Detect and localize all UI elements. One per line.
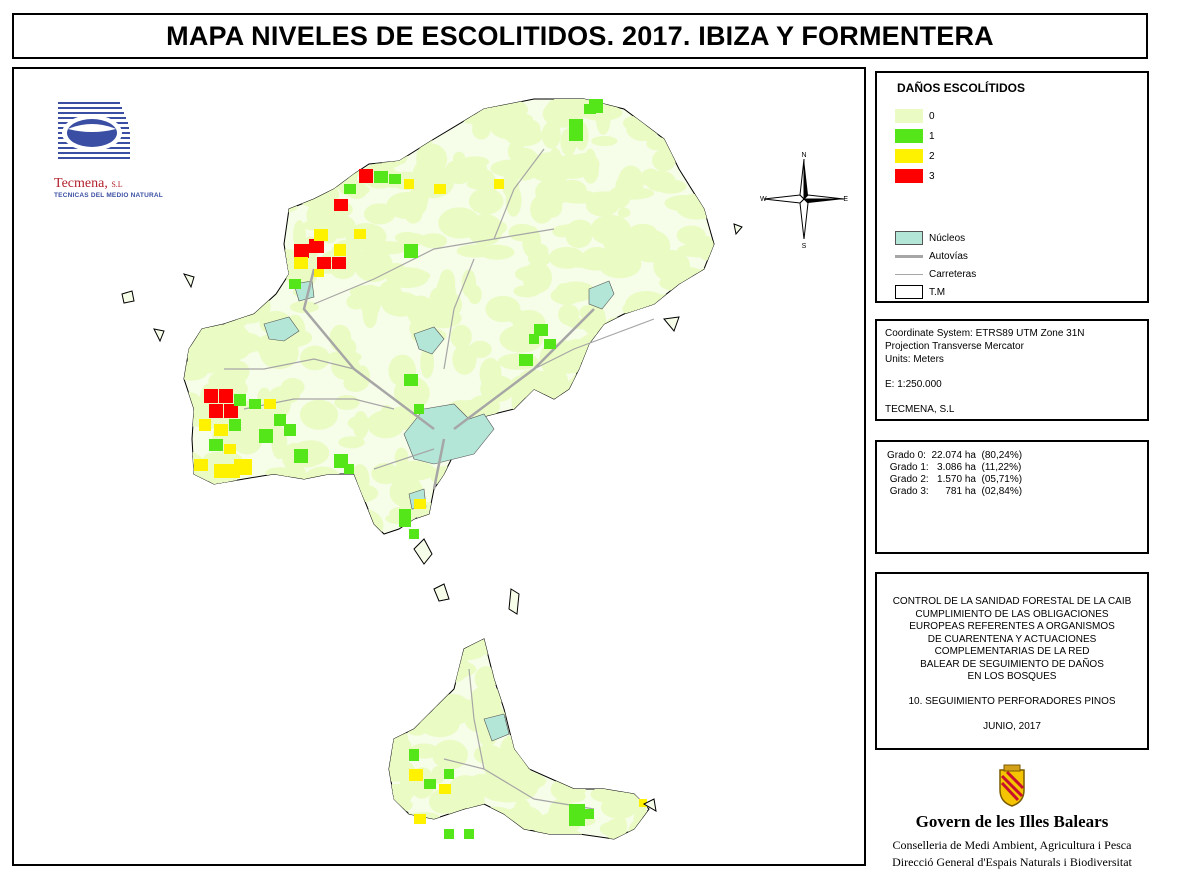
damage-patch-grade-2 bbox=[294, 257, 308, 269]
damage-patch-grade-3 bbox=[204, 389, 218, 403]
damage-patch-grade-1 bbox=[209, 439, 223, 451]
damage-patch-grade-1 bbox=[399, 509, 411, 527]
damage-patch-grade-2 bbox=[314, 269, 324, 277]
legend-layer-carreteras bbox=[895, 267, 976, 281]
damage-patch-grade-3 bbox=[219, 389, 233, 403]
damage-patch-grade-1 bbox=[404, 244, 418, 258]
damage-patch-grade-1 bbox=[409, 749, 419, 761]
damage-patch-grade-2 bbox=[494, 179, 504, 189]
damage-patch-grade-2 bbox=[214, 424, 228, 436]
legend-swatch bbox=[895, 109, 923, 123]
damage-patch-grade-1 bbox=[444, 829, 454, 839]
east-label: E bbox=[843, 196, 848, 203]
damage-patch-grade-2 bbox=[334, 244, 346, 256]
damage-patch-grade-2 bbox=[264, 399, 276, 409]
damage-patch-grade-1 bbox=[234, 394, 246, 406]
damage-patch-grade-2 bbox=[404, 179, 414, 189]
damage-patch-grade-1 bbox=[404, 374, 418, 386]
map-title: MAPA NIVELES DE ESCOLITIDOS. 2017. IBIZA Y FORMENTERA bbox=[166, 20, 994, 51]
damage-patch-grade-1 bbox=[284, 424, 296, 436]
stats-grade-2: Grado 2: 1.570 ha (05,71%) bbox=[887, 474, 1023, 485]
damage-patch-grade-3 bbox=[209, 404, 223, 418]
damage-patch-grade-2 bbox=[354, 229, 366, 239]
project-info-line: EUROPEAS REFERENTES A ORGANISMOS bbox=[909, 621, 1115, 632]
damage-patch-grade-2 bbox=[414, 814, 426, 824]
damage-patch-grade-1 bbox=[569, 127, 583, 141]
legend-label: Carreteras bbox=[929, 268, 977, 280]
damage-patch-grade-1 bbox=[414, 404, 424, 414]
legend-label: 3 bbox=[929, 170, 935, 182]
projection: Projection Transverse Mercator bbox=[885, 341, 1024, 352]
stats-grade-1: Grado 1: 3.086 ha (11,22%) bbox=[887, 462, 1022, 473]
damage-patch-grade-1 bbox=[259, 429, 273, 443]
legend-layer-autovas bbox=[895, 249, 968, 263]
damage-patch-grade-2 bbox=[414, 499, 426, 509]
damage-patch-grade-1 bbox=[289, 279, 301, 289]
legend-class-2 bbox=[895, 149, 935, 163]
legend-label: 0 bbox=[929, 110, 935, 122]
damage-patch-grade-3 bbox=[334, 199, 348, 211]
legend-class-3 bbox=[895, 169, 935, 183]
damage-patch-grade-1 bbox=[344, 184, 356, 194]
tecmena-tagline: TECNICAS DEL MEDIO NATURAL bbox=[54, 192, 163, 199]
project-info-line: CUMPLIMIENTO DE LAS OBLIGACIONES bbox=[915, 608, 1109, 620]
damage-patch-grade-1 bbox=[424, 779, 436, 789]
legend-swatch bbox=[895, 274, 923, 275]
damage-patch-grade-2 bbox=[314, 229, 328, 241]
legend-title: DAÑOS ESCOLÍTIDOS bbox=[897, 81, 1026, 95]
legend-label: 1 bbox=[929, 130, 935, 142]
project-info-line: BALEAR DE SEGUIMIENTO DE DAÑOS bbox=[920, 658, 1104, 670]
damage-patch-grade-1 bbox=[544, 339, 556, 349]
project-info-line: EN LOS BOSQUES bbox=[967, 671, 1057, 682]
tecmena-name: Tecmena bbox=[54, 176, 105, 191]
legend-layer-tm bbox=[895, 285, 945, 299]
author: TECMENA, S.L bbox=[885, 404, 955, 415]
legend-label: Autovías bbox=[929, 250, 968, 262]
legend-layer-ncleos bbox=[895, 231, 965, 245]
project-info-panel bbox=[875, 572, 1149, 750]
scale: E: 1:250.000 bbox=[885, 379, 942, 390]
govern-name: Govern de les Illes Balears bbox=[915, 812, 1109, 831]
south-label: S bbox=[801, 243, 807, 249]
legend-class-1 bbox=[895, 129, 935, 143]
legend-class-0 bbox=[895, 109, 935, 123]
legend-swatch bbox=[895, 231, 923, 245]
legend-swatch bbox=[895, 129, 923, 143]
damage-patch-grade-3 bbox=[359, 169, 373, 183]
project-info-line: CONTROL DE LA SANIDAD FORESTAL DE LA CAIB bbox=[892, 596, 1132, 607]
stats-grade-0: Grado 0: 22.074 ha (80,24%) bbox=[887, 450, 1023, 461]
damage-patch-grade-3 bbox=[294, 244, 309, 258]
legend-swatch bbox=[895, 149, 923, 163]
damage-patch-grade-3 bbox=[309, 239, 324, 253]
legend-label: Núcleos bbox=[929, 232, 966, 244]
govern-line1: Conselleria de Medi Ambient, Agricultura i Pesca bbox=[892, 838, 1132, 852]
damage-patch-grade-1 bbox=[569, 804, 585, 826]
coat-of-arms-icon bbox=[994, 764, 1030, 808]
legend-panel bbox=[875, 71, 1149, 303]
north-label: N bbox=[801, 152, 807, 159]
damage-patch-grade-3 bbox=[317, 257, 331, 269]
damage-patch-grade-2 bbox=[199, 419, 211, 431]
coordinate-info-panel bbox=[875, 319, 1149, 421]
coordinate-system: Coordinate System: ETRS89 UTM Zone 31N bbox=[885, 328, 1085, 339]
legend-label: T.M bbox=[929, 286, 946, 298]
govern-logo-area bbox=[875, 760, 1149, 870]
damage-patch-grade-1 bbox=[529, 334, 539, 344]
damage-patch-grade-1 bbox=[589, 99, 603, 113]
project-info-line: JUNIO, 2017 bbox=[983, 721, 1041, 732]
project-info-line: 10. SEGUIMIENTO PERFORADORES PINOS bbox=[908, 696, 1116, 707]
damage-patch-grade-1 bbox=[464, 829, 474, 839]
tecmena-logo: Tecmena, S.L TECNICAS DEL MEDIO NATURAL bbox=[54, 99, 164, 199]
legend-label: 2 bbox=[929, 150, 935, 162]
damage-patch-grade-2 bbox=[409, 769, 423, 781]
damage-patch-grade-1 bbox=[344, 464, 354, 474]
legend-swatch bbox=[895, 285, 923, 299]
damage-patch-grade-3 bbox=[224, 404, 238, 418]
damage-patch-grade-3 bbox=[332, 257, 346, 269]
damage-patch-grade-2 bbox=[434, 184, 446, 194]
project-info-line: COMPLEMENTARIAS DE LA RED bbox=[934, 646, 1090, 657]
west-label: W bbox=[760, 196, 767, 203]
damage-patch-grade-1 bbox=[374, 171, 388, 183]
damage-patch-grade-1 bbox=[519, 354, 533, 366]
damage-patch-grade-1 bbox=[444, 769, 454, 779]
project-info-line: DE CUARENTENA Y ACTUACIONES bbox=[927, 633, 1097, 645]
units: Units: Meters bbox=[885, 354, 944, 365]
legend-swatch bbox=[895, 255, 923, 258]
damage-patch-grade-1 bbox=[229, 419, 241, 431]
damage-patch-grade-2 bbox=[194, 459, 208, 471]
damage-patch-grade-1 bbox=[294, 449, 308, 463]
stats-grade-3: Grado 3: 781 ha (02,84%) bbox=[887, 486, 1023, 497]
legend-swatch bbox=[895, 169, 923, 183]
island-map bbox=[14, 69, 864, 864]
tecmena-suffix: S.L bbox=[111, 180, 123, 189]
stats-panel bbox=[875, 440, 1149, 554]
damage-patch-grade-1 bbox=[409, 529, 419, 539]
damage-patch-grade-2 bbox=[224, 444, 236, 454]
damage-patch-grade-1 bbox=[249, 399, 261, 409]
damage-patch-grade-1 bbox=[389, 174, 401, 184]
map-frame bbox=[12, 67, 866, 866]
map-title-box bbox=[12, 13, 1148, 59]
damage-patch-grade-2 bbox=[234, 459, 252, 475]
damage-patch-grade-2 bbox=[439, 784, 451, 794]
damage-patch-grade-1 bbox=[584, 809, 594, 819]
govern-line2: Direcció General d'Espais Naturals i Biodiversitat bbox=[892, 855, 1132, 869]
